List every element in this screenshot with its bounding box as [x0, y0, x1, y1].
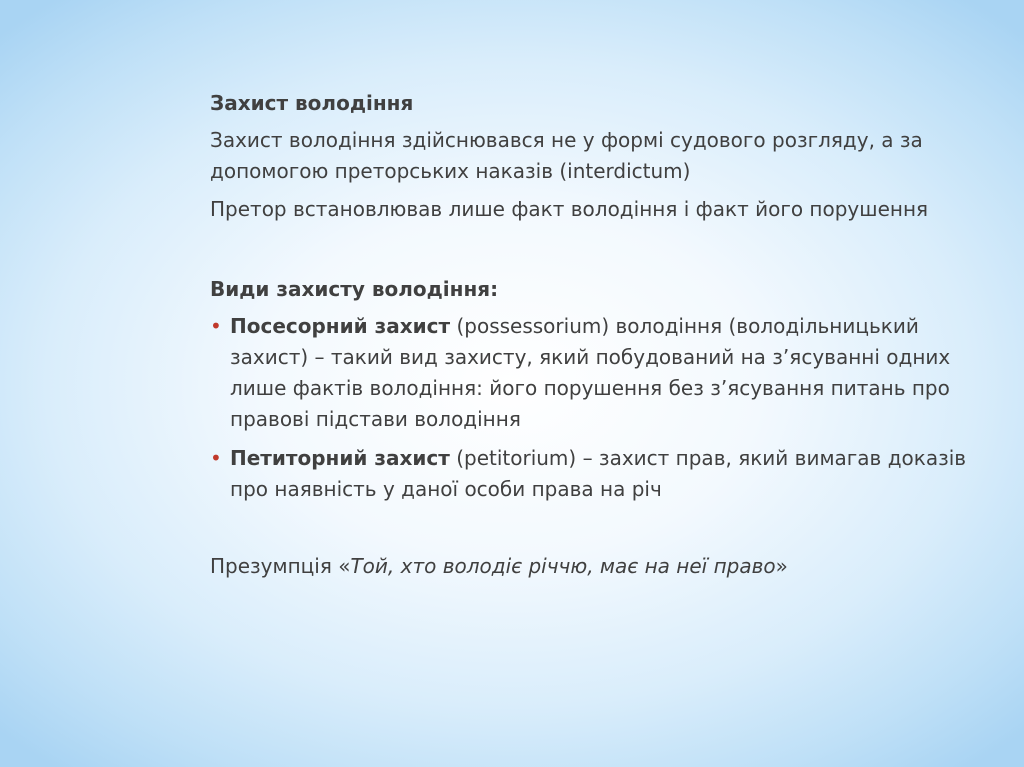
bullet-term: Посесорний захист — [230, 314, 451, 338]
presumption-quote: Той, хто володіє річчю, має на неї право — [350, 554, 776, 578]
bullet-text: (possessorium) володіння (володільницький захист) – такий вид захисту, який побудований на з’ясуванні одних лише фактів володіння: його порушення без з’ясування питань про правові підстави володіння — [230, 314, 951, 431]
spacer — [210, 513, 990, 551]
spacer — [210, 232, 990, 274]
slide-title: Захист володіння — [210, 91, 414, 115]
presumption-prefix: Презумпція « — [210, 554, 351, 578]
bullet-item-possessory — [210, 311, 990, 435]
bullet-text: (petitorium) – захист прав, який вимагав доказів про наявність у даної особи права на річ — [230, 446, 967, 501]
bullet-list — [210, 311, 990, 505]
presumption-line — [210, 551, 990, 582]
paragraph-1: Захист володіння здійснювався не у формі судового розгляду, а за допомогою преторських наказів (interdictum) — [210, 128, 923, 183]
bullet-icon: • — [210, 314, 222, 338]
paragraph-2: Претор встановлював лише факт володіння і факт його порушення — [210, 197, 929, 221]
bullet-icon: • — [210, 446, 222, 470]
presumption-suffix: » — [775, 554, 788, 578]
slide-content — [210, 88, 990, 589]
section-subtitle: Види захисту володіння: — [210, 277, 499, 301]
bullet-term: Петиторний захист — [230, 446, 450, 470]
bullet-item-petitory — [210, 443, 990, 505]
